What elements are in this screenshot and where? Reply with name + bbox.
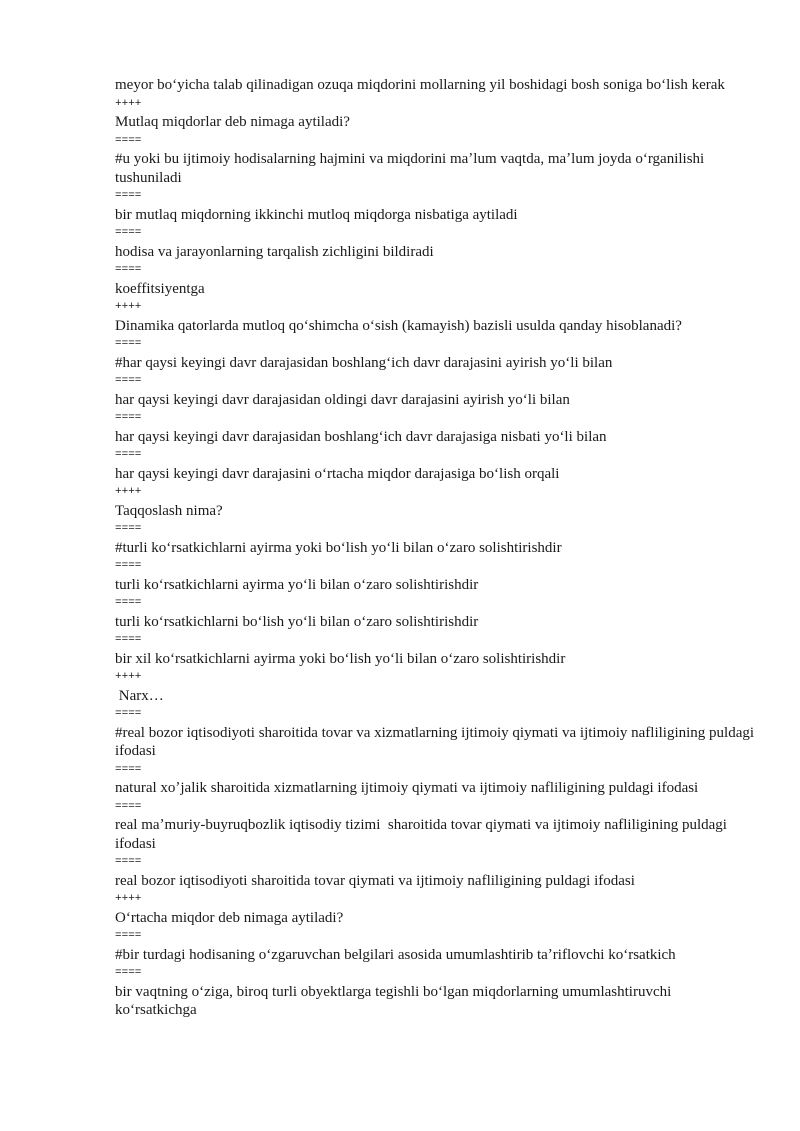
separator-line: ====	[115, 449, 142, 461]
separator-line: ====	[115, 375, 142, 387]
text-line: Mutlaq miqdorlar deb nimaga aytiladi?	[115, 114, 350, 130]
separator-line: ====	[115, 412, 142, 424]
separator-line: ====	[115, 634, 142, 646]
separator-line: ====	[115, 597, 142, 609]
text-line: meyor boʻyicha talab qilinadigan ozuqa miqdorini mollarning yil boshidagi bosh soniga boʻlish kerak	[115, 77, 725, 93]
separator-line: ====	[115, 134, 142, 147]
text-line: turli koʻrsatkichlarni ayirma yoʻli bilan oʻzaro solishtirishdir	[115, 576, 479, 593]
separator-line: ====	[115, 338, 142, 350]
text-line: Narx…	[115, 687, 164, 704]
text-line: Taqqoslash nima?	[115, 502, 223, 519]
separator-line: ====	[115, 856, 142, 868]
text-line: bir xil koʻrsatkichlarni ayirma yoki boʻlish yoʻli bilan oʻzaro solishtirishdir	[115, 650, 566, 667]
separator-line: ====	[115, 227, 142, 239]
text-line: real bozor iqtisodiyoti sharoitida tovar qiymati va ijtimoiy nafliligining puldagi ifodasi	[115, 872, 635, 889]
text-line: har qaysi keyingi davr darajasini oʻrtacha miqdor darajasiga boʻlish orqali	[115, 465, 560, 482]
text-line: koeffitsiyentga	[115, 280, 205, 297]
separator-line: ====	[115, 763, 142, 776]
text-line: turli koʻrsatkichlarni boʻlish yoʻli bilan oʻzaro solishtirishdir	[115, 613, 479, 630]
separator-line: ====	[115, 930, 142, 942]
separator-line: ++++	[115, 486, 142, 498]
separator-line: ++++	[115, 671, 142, 683]
text-line: bir vaqtning oʻziga, biroq turli obyektlarga tegishli boʻlgan miqdorlarning umumlashtiruvchi koʻrsatkichga	[115, 983, 676, 1018]
text-line: hodisa va jarayonlarning tarqalish zichligini bildiradi	[115, 243, 434, 260]
text-line: #bir turdagi hodisaning oʻzgaruvchan belgilari asosida umumlashtirib taʼriflovchi koʻrsatkich	[115, 946, 676, 963]
text-line: har qaysi keyingi davr darajasidan oldingi davr darajasini ayirish yoʻli bilan	[115, 391, 570, 408]
separator-line: ====	[115, 967, 142, 979]
separator-line: ++++	[115, 893, 142, 905]
text-line: #real bozor iqtisodiyoti sharoitida tovar va xizmatlarning ijtimoiy qiymati va ijtimoiy nafliligining puldagi ifodasi	[115, 724, 758, 759]
separator-line: ====	[115, 800, 142, 813]
text-line: bir mutlaq miqdorning ikkinchi mutloq miqdorga nisbatiga aytiladi	[115, 206, 518, 223]
text-line: natural xoʼjalik sharoitida xizmatlarning ijtimoiy qiymati va ijtimoiy nafliligining puldagi ifodasi	[115, 780, 699, 796]
text-line: #turli koʻrsatkichlarni ayirma yoki boʻlish yoʻli bilan oʻzaro solishtirishdir	[115, 539, 562, 556]
document-page	[115, 76, 758, 1020]
separator-line: ====	[115, 523, 142, 535]
text-line: Oʻrtacha miqdor deb nimaga aytiladi?	[115, 909, 344, 926]
separator-line: ====	[115, 264, 142, 276]
text-line: Dinamika qatorlarda mutloq qoʻshimcha oʻsish (kamayish) bazisli usulda qanday hisoblanadi?	[115, 317, 682, 334]
text-line: har qaysi keyingi davr darajasidan boshlangʻich davr darajasiga nisbati yoʻli bilan	[115, 428, 607, 445]
text-line: #u yoki bu ijtimoiy hodisalarning hajmini va miqdorini maʼlum vaqtda, maʼlum joyda oʻrganilishi tushuniladi	[115, 151, 708, 186]
text-line: real maʼmuriy-buyruqbozlik iqtisodiy tizimi sharoitida tovar qiymati va ijtimoiy nafliligining puldagi ifodasi	[115, 817, 731, 852]
separator-line: ++++	[115, 97, 142, 110]
separator-line: ++++	[115, 301, 142, 313]
separator-line: ====	[115, 708, 142, 720]
separator-line: ====	[115, 560, 142, 572]
text-line: #har qaysi keyingi davr darajasidan boshlangʻich davr darajasini ayirish yoʻli bilan	[115, 354, 613, 371]
separator-line: ====	[115, 190, 142, 202]
